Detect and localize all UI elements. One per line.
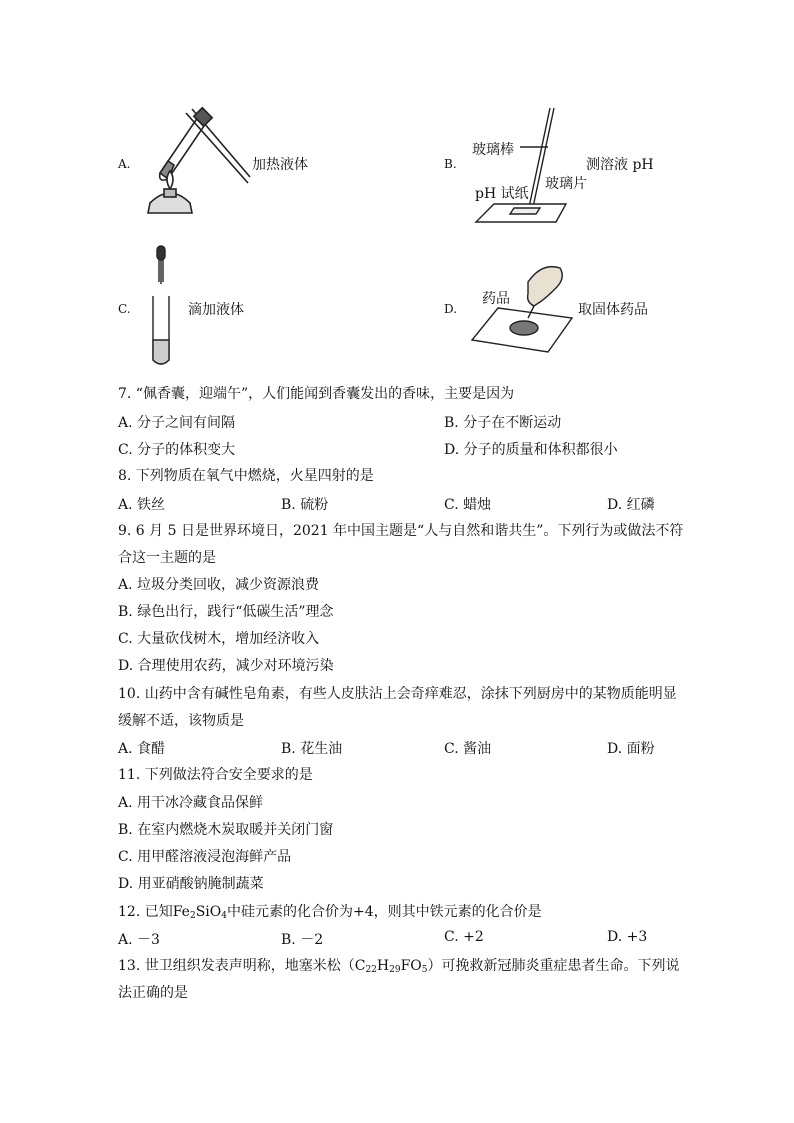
- q12-option-b: B. －2: [281, 932, 324, 948]
- q11-option-a: A. 用干冰冷藏食品保鲜: [118, 795, 264, 811]
- q8-option-d: D. 红磷: [607, 497, 655, 513]
- q7-stem: 7. “佩香囊，迎端午”，人们能闻到香囊发出的香味，主要是因为: [118, 386, 515, 402]
- solid-reagent-illustration: [470, 262, 574, 354]
- q7-option-a: A. 分子之间有间隔: [118, 415, 236, 431]
- option-b-letter: B.: [444, 157, 457, 171]
- q10-option-b: B. 花生油: [281, 741, 343, 757]
- dropper-caption: 滴加液体: [188, 302, 244, 318]
- solid-reagent-caption: 取固体药品: [578, 302, 648, 318]
- q13-stem-pre: 13. 世卫组织发表声明称，地塞米松（C: [118, 958, 366, 974]
- q9-option-c: C. 大量砍伐树木，增加经济收入: [118, 631, 320, 647]
- q12-stem-pre: 12. 已知: [118, 904, 173, 920]
- q7-option-c: C. 分子的体积变大: [118, 442, 236, 458]
- heating-liquid-caption: 加热液体: [252, 157, 308, 173]
- ph-paper-label: pH 试纸: [475, 186, 529, 202]
- q9-stem-line1: 9. 6 月 5 日是世界环境日，2021 年中国主题是“人与自然和谐共生”。下列行为或做法不符: [118, 523, 684, 539]
- ph-test-caption: 测溶液 pH: [586, 157, 654, 173]
- q12-formula-si: SiO: [195, 904, 222, 920]
- option-c-letter: C.: [118, 302, 131, 316]
- q9-option-b: B. 绿色出行，践行“低碳生活”理念: [118, 604, 334, 620]
- q9-option-a: A. 垃圾分类回收，减少资源浪费: [118, 577, 320, 593]
- q12-stem: [118, 902, 542, 926]
- q8-stem: 8. 下列物质在氧气中燃烧，火星四射的是: [118, 468, 374, 484]
- option-a-letter: A.: [118, 157, 131, 171]
- heating-liquid-illustration: [140, 103, 252, 218]
- q12-option-a: A. －3: [118, 932, 160, 948]
- q13-fo: FO: [400, 958, 422, 974]
- glass-rod-label: 玻璃棒: [472, 142, 514, 158]
- drug-label: 药品: [482, 291, 510, 307]
- q10-option-a: A. 食醋: [118, 741, 166, 757]
- q13-sub-o: 5: [421, 965, 428, 975]
- q12-formula-fe: Fe: [172, 904, 190, 920]
- q7-option-b: B. 分子在不断运动: [444, 415, 562, 431]
- ph-test-illustration: [470, 104, 590, 226]
- q13-sub-c: 22: [365, 965, 377, 975]
- q11-option-b: B. 在室内燃烧木炭取暖并关闭门窗: [118, 822, 334, 838]
- q12-formula-sub2: 4: [221, 911, 227, 921]
- q10-option-d: D. 面粉: [607, 741, 655, 757]
- q13-h: H: [376, 958, 390, 974]
- q12-option-d: D. +3: [607, 929, 648, 945]
- q11-option-c: C. 用甲醛溶液浸泡海鲜产品: [118, 849, 292, 865]
- q13-stem-line1: [118, 956, 680, 980]
- q8-option-b: B. 硫粉: [281, 497, 329, 513]
- q12-option-c: C. +2: [444, 929, 484, 945]
- glass-plate-label: 玻璃片: [545, 176, 587, 192]
- q8-option-a: A. 铁丝: [118, 497, 166, 513]
- q9-option-d: D. 合理使用农药，减少对环境污染: [118, 658, 334, 674]
- q10-stem-line1: 10. 山药中含有碱性皂角素，有些人皮肤沾上会奇痒难忍，涂抹下列厨房中的某物质能明显: [118, 686, 677, 702]
- option-d-letter: D.: [444, 302, 458, 316]
- q11-option-d: D. 用亚硝酸钠腌制蔬菜: [118, 876, 264, 892]
- dropper-illustration: [148, 244, 178, 370]
- q10-option-c: C. 酱油: [444, 741, 492, 757]
- q12-stem-post: 中硅元素的化合价为+4，则其中铁元素的化合价是: [226, 904, 542, 920]
- q13-stem-post: ）可挽救新冠肺炎重症患者生命。下列说: [427, 958, 680, 974]
- q11-stem: 11. 下列做法符合安全要求的是: [118, 767, 313, 783]
- q12-formula-sub1: 2: [189, 911, 196, 921]
- q13-sub-h: 29: [389, 965, 401, 975]
- q13-stem-line2: 法正确的是: [118, 985, 188, 1001]
- q8-option-c: C. 蜡烛: [444, 497, 492, 513]
- q9-stem-line2: 合这一主题的是: [118, 550, 216, 566]
- q10-stem-line2: 缓解不适，该物质是: [118, 713, 244, 729]
- q7-option-d: D. 分子的质量和体积都很小: [444, 442, 618, 458]
